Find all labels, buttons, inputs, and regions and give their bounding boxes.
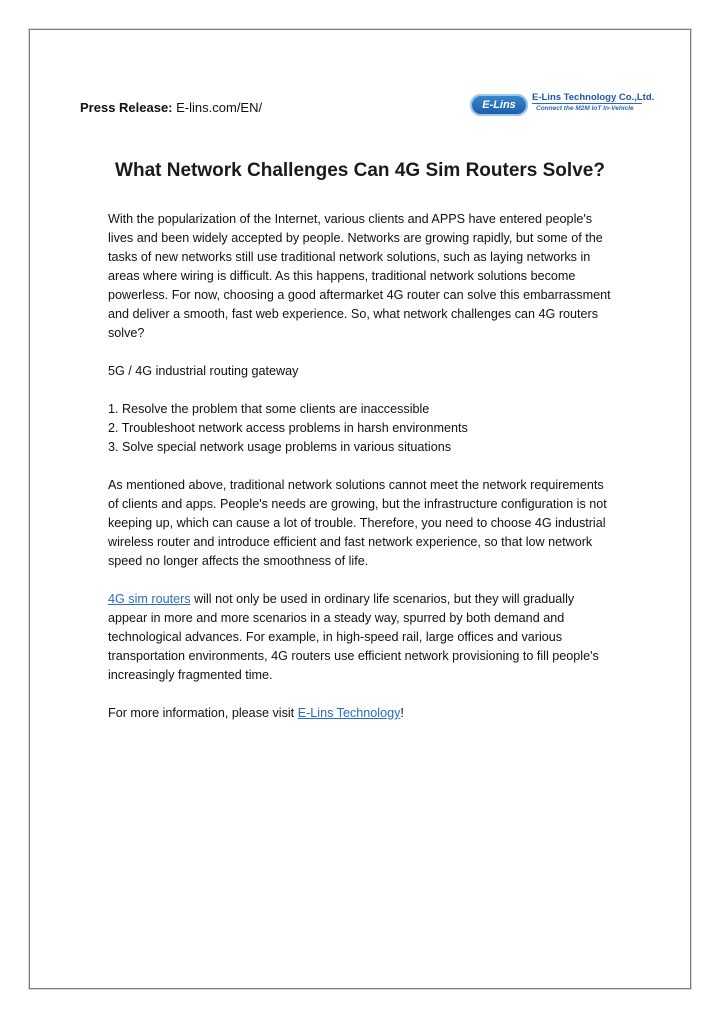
press-release-url: E-lins.com/EN/ xyxy=(176,100,263,115)
challenge-list xyxy=(108,400,616,457)
more-info-suffix: ! xyxy=(400,706,404,720)
more-info-paragraph xyxy=(108,704,616,723)
mentioned-paragraph: As mentioned above, traditional network solutions cannot meet the network requirements of clients and apps. People's needs are growing, but the infrastructure configuration is not keeping up, which can cause a lot of trouble. Therefore, you need to choose 4G industrial wireless router and introduce efficient and fast network experience, so that low network speed no longer affects the smoothness of life. xyxy=(108,478,607,568)
company-logo xyxy=(470,92,655,124)
list-item: 1. Resolve the problem that some clients are inaccessible xyxy=(108,402,430,416)
article-title: What Network Challenges Can 4G Sim Routers Solve? xyxy=(115,160,605,181)
routers-paragraph-text: will not only be used in ordinary life scenarios, but they will gradually appear in more and more scenarios in a steady way, spurred by both demand and technological advances. For example, in high-speed rail, large offices and various transportation environments, 4G routers use efficient network provisioning to fill people's increasingly fragmented time. xyxy=(108,592,599,682)
sim-routers-link[interactable]: 4G sim routers xyxy=(108,592,191,606)
routers-paragraph xyxy=(108,590,616,685)
press-release-label: Press Release: xyxy=(80,100,173,115)
page-header xyxy=(80,64,655,115)
subheading: 5G / 4G industrial routing gateway xyxy=(108,364,299,378)
list-item: 3. Solve special network usage problems in various situations xyxy=(108,440,452,454)
logo-badge: E-Lins xyxy=(470,94,528,116)
article-body xyxy=(108,210,616,742)
logo-company-name: E-Lins Technology Co.,Ltd. xyxy=(532,92,655,103)
more-info-prefix: For more information, please visit xyxy=(108,706,298,720)
logo-divider xyxy=(532,103,642,104)
list-item: 2. Troubleshoot network access problems in harsh environments xyxy=(108,421,468,435)
logo-tagline: Connect the M2M IoT In-Vehicle xyxy=(536,105,634,112)
intro-paragraph: With the popularization of the Internet, various clients and APPS have entered people's lives and been widely accepted by people. Networks are growing rapidly, but some of the tasks of new networks still use traditional network solutions, such as laying networks in areas where wiring is difficult. As this happens, traditional network solutions become powerless. For now, choosing a good aftermarket 4G router can solve this embarrassment and deliver a smooth, fast web experience. So, what network challenges can 4G routers solve? xyxy=(108,212,611,340)
press-release-line xyxy=(80,100,262,115)
elins-technology-link[interactable]: E-Lins Technology xyxy=(297,706,401,720)
